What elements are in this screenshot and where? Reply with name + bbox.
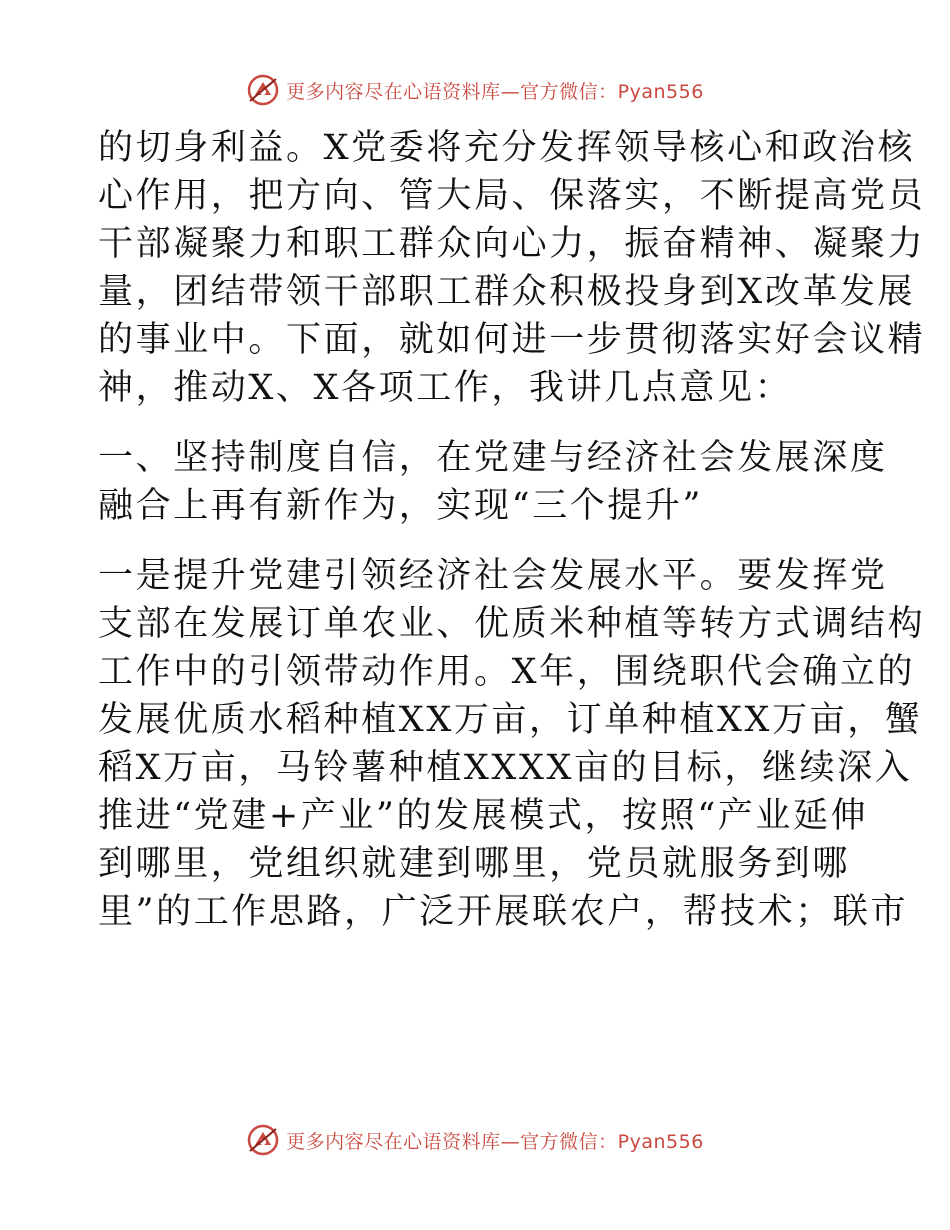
text-line: 心作用，把方向、管大局、保落实，不断提高党员: [98, 176, 926, 216]
text-line: 发展优质水稻种植XX万亩，订单种植XX万亩，蟹: [98, 700, 923, 740]
brain-logo-icon: [246, 73, 280, 107]
footer-watermark: [0, 1120, 950, 1160]
document-body: [98, 124, 926, 936]
text-line: 神，推动X、X各项工作，我讲几点意见：: [98, 368, 793, 408]
text-line: 干部凝聚力和职工群众向心力，振奋精神、凝聚力: [98, 224, 926, 264]
brain-logo-icon: [246, 1123, 280, 1157]
paragraph-intro: [98, 124, 926, 412]
text-line: 量，团结带领干部职工群众积极投身到X改革发展: [98, 272, 916, 312]
paragraph-point-one: [98, 552, 926, 936]
text-line: 的切身利益。X党委将充分发挥领导核心和政治核: [98, 128, 916, 168]
section-heading: [98, 434, 888, 530]
text-line: 工作中的引领带动作用。X年，围绕职代会确立的: [98, 652, 916, 692]
text-line: 到哪里，党组织就建到哪里，党员就服务到哪: [98, 844, 851, 884]
text-line: 稻X万亩，马铃薯种植XXXX亩的目标，继续深入: [98, 748, 913, 788]
text-line: 里”的工作思路，广泛开展联农户，帮技术；联市: [98, 892, 909, 932]
heading-line: 一、坚持制度自信，在党建与经济社会发展深度: [98, 438, 888, 478]
text-line: 的事业中。下面，就如何进一步贯彻落实好会议精: [98, 320, 926, 360]
header-watermark: [0, 70, 950, 110]
watermark-text: 更多内容尽在心语资料库—官方微信：Pyan556: [286, 80, 704, 103]
watermark-text: 更多内容尽在心语资料库—官方微信：Pyan556: [286, 1130, 704, 1153]
heading-line: 融合上再有新作为，实现“三个提升”: [98, 486, 703, 526]
text-line: 一是提升党建引领经济社会发展水平。要发挥党: [98, 556, 888, 596]
text-line: 支部在发展订单农业、优质米种植等转方式调结构: [98, 604, 926, 644]
text-line: 推进“党建+产业”的发展模式，按照“产业延伸: [98, 796, 869, 836]
